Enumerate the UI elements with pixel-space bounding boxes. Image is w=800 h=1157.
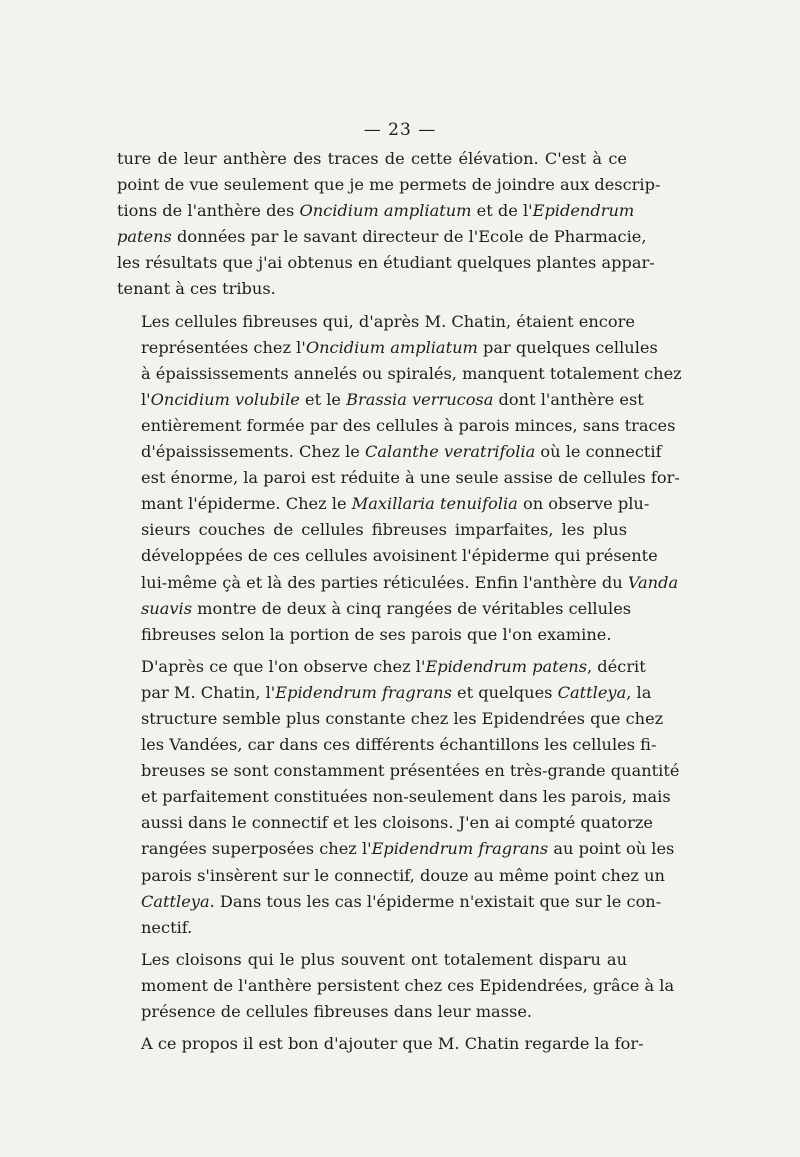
text-line: à épaississements annelés ou spiralés, manquent totalement chez bbox=[141, 363, 682, 383]
text-line: aussi dans le connectif et les cloisons. J'en ai compté quatorze bbox=[141, 813, 653, 833]
text-line: est énorme, la paroi est réduite à une seule assise de cellules for- bbox=[141, 468, 680, 488]
text-line: nectif. bbox=[141, 917, 193, 937]
paragraph bbox=[117, 309, 682, 648]
text-line: breuses se sont constamment présentées en très-grande quantité bbox=[141, 761, 680, 781]
text-line: les Vandées, car dans ces différents échantillons les cellules fi- bbox=[141, 735, 657, 755]
text-line: A ce propos il est bon d'ajouter que M. Chatin regarde la for- bbox=[141, 1034, 644, 1054]
text-line: développées de ces cellules avoisinent l'épiderme qui présente bbox=[141, 546, 658, 566]
text-line: représentées chez l'Oncidium ampliatum par quelques cellules bbox=[141, 337, 658, 357]
text-line: présence de cellules fibreuses dans leur masse. bbox=[141, 1002, 533, 1021]
text-line: patens données par le savant directeur de l'Ecole de Pharmacie, bbox=[117, 227, 647, 247]
text-line: tions de l'anthère des Oncidium ampliatum et de l'Epidendrum bbox=[117, 201, 635, 221]
text-line: mant l'épiderme. Chez le Maxillaria tenuifolia on observe plu- bbox=[141, 494, 650, 514]
text-line: l'Oncidium volubile et le Brassia verrucosa dont l'anthère est bbox=[141, 389, 644, 409]
paragraph bbox=[117, 654, 680, 941]
text-line: entièrement formée par des cellules à parois minces, sans traces bbox=[141, 415, 676, 435]
text-line: Les cloisons qui le plus souvent ont totalement disparu au bbox=[141, 949, 627, 969]
text-line: par M. Chatin, l'Epidendrum fragrans et quelques Cattleya, la bbox=[141, 682, 652, 702]
text-line: structure semble plus constante chez les Epidendrées que chez bbox=[141, 708, 664, 728]
text-line: fibreuses selon la portion de ses parois que l'on examine. bbox=[141, 624, 612, 644]
paragraph bbox=[117, 947, 675, 1025]
text-line: tenant à ces tribus. bbox=[117, 279, 276, 299]
text-line: Les cellules fibreuses qui, d'après M. Chatin, étaient encore bbox=[141, 311, 635, 331]
paragraph bbox=[117, 1031, 644, 1057]
text-line: parois s'insèrent sur le connectif, douze au même point chez un bbox=[141, 865, 665, 885]
text-line: D'après ce que l'on observe chez l'Epidendrum patens, décrit bbox=[141, 656, 646, 676]
text-line: rangées superposées chez l'Epidendrum fragrans au point où les bbox=[141, 839, 675, 859]
page-number: — 23 — bbox=[363, 120, 437, 140]
text-line: Cattleya. Dans tous les cas l'épiderme n'existait que sur le con- bbox=[141, 891, 662, 911]
body-text bbox=[117, 146, 682, 1063]
text-line: moment de l'anthère persistent chez ces Epidendrées, grâce à la bbox=[141, 975, 675, 995]
text-line: suavis montre de deux à cinq rangées de véritables cellules bbox=[141, 598, 632, 618]
paragraph bbox=[117, 146, 661, 303]
text-line: les résultats que j'ai obtenus en étudiant quelques plantes appar- bbox=[117, 253, 655, 273]
text-line: point de vue seulement que je me permets de joindre aux descrip- bbox=[117, 175, 661, 195]
text-line: et parfaitement constituées non-seulement dans les parois, mais bbox=[141, 787, 671, 807]
text-line: lui-même çà et là des parties réticulées. Enfin l'anthère du Vanda bbox=[141, 572, 679, 592]
text-line: d'épaississements. Chez le Calanthe veratrifolia où le connectif bbox=[141, 442, 662, 462]
text-line: ture de leur anthère des traces de cette élévation. C'est à ce bbox=[117, 149, 627, 168]
text-line: sieurs couches de cellules fibreuses imparfaites, les plus bbox=[141, 520, 627, 540]
